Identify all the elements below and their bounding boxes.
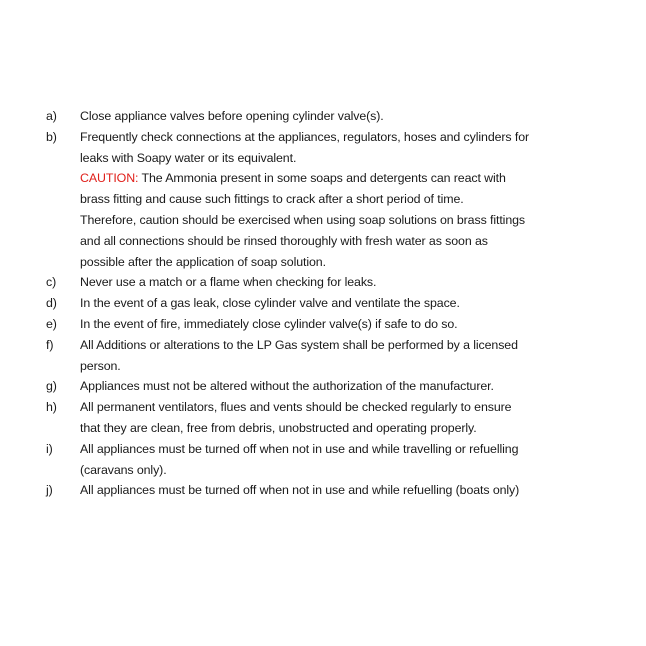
text-line: that they are clean, free from debris, unobstructed and operating properly.: [80, 420, 477, 435]
list-item-h: [46, 397, 626, 439]
caution-note-first-line: [80, 168, 626, 189]
text-line: person.: [80, 358, 121, 373]
caution-text-line: brass fitting and cause such fittings to crack after a short period of time.: [80, 192, 464, 207]
list-item-e: [46, 314, 626, 335]
text-line: Appliances must not be altered without the authorization of the manufacturer.: [80, 379, 494, 394]
list-marker: i): [46, 441, 53, 456]
list-marker: c): [46, 275, 57, 290]
list-marker: f): [46, 337, 54, 352]
list-item-i: [46, 439, 626, 481]
text-line: In the event of a gas leak, close cylinder valve and ventilate the space.: [80, 296, 460, 311]
text-line: leaks with Soapy water or its equivalent.: [80, 150, 297, 165]
list-item-text: [80, 106, 626, 127]
list-item-text: [80, 314, 626, 335]
list-marker: e): [46, 316, 57, 331]
text-line: Never use a match or a flame when checking for leaks.: [80, 275, 377, 290]
list-marker: a): [46, 109, 57, 123]
list-item-j: [46, 480, 626, 501]
list-item-a: [46, 106, 626, 127]
caution-label: CAUTION:: [80, 171, 139, 186]
caution-text-line: and all connections should be rinsed thoroughly with fresh water as soon as: [80, 233, 488, 248]
list-item-c: [46, 272, 626, 293]
list-item-d: [46, 293, 626, 314]
list-item-text: [80, 293, 626, 314]
list-item-b: [46, 127, 626, 273]
caution-text-line: Therefore, caution should be exercised when using soap solutions on brass fittings: [80, 212, 526, 227]
list-marker: h): [46, 400, 57, 415]
list-item-text: [80, 439, 626, 481]
text-line: Frequently check connections at the appliances, regulators, hoses and cylinders for: [80, 129, 530, 144]
list-item-text: [80, 127, 626, 273]
list-item-g: [46, 376, 626, 397]
list-item-text: [80, 397, 626, 439]
caution-text-line: possible after the application of soap solution.: [80, 254, 326, 269]
list-item-text: [80, 272, 626, 293]
list-item-text: [80, 376, 626, 397]
text-line: (caravans only).: [80, 462, 167, 477]
list-marker: g): [46, 379, 57, 394]
text-line: All Additions or alterations to the LP Gas system shall be performed by a licensed: [80, 337, 518, 352]
list-item-f: [46, 335, 626, 377]
list-marker: b): [46, 129, 57, 144]
safety-instructions-list: [46, 106, 626, 501]
text-line: All permanent ventilators, flues and vents should be checked regularly to ensure: [80, 400, 512, 415]
text-line: Close appliance valves before opening cylinder valve(s).: [80, 109, 384, 123]
text-line: All appliances must be turned off when not in use and while refuelling (boats only): [80, 483, 520, 498]
list-item-text: [80, 480, 626, 501]
list-marker: j): [46, 483, 53, 498]
caution-text: The Ammonia present in some soaps and detergents can react with: [138, 171, 506, 186]
text-line: All appliances must be turned off when not in use and while travelling or refuelling: [80, 441, 519, 456]
list-item-text: [80, 335, 626, 377]
list-marker: d): [46, 296, 57, 311]
text-line: In the event of fire, immediately close cylinder valve(s) if safe to do so.: [80, 316, 458, 331]
